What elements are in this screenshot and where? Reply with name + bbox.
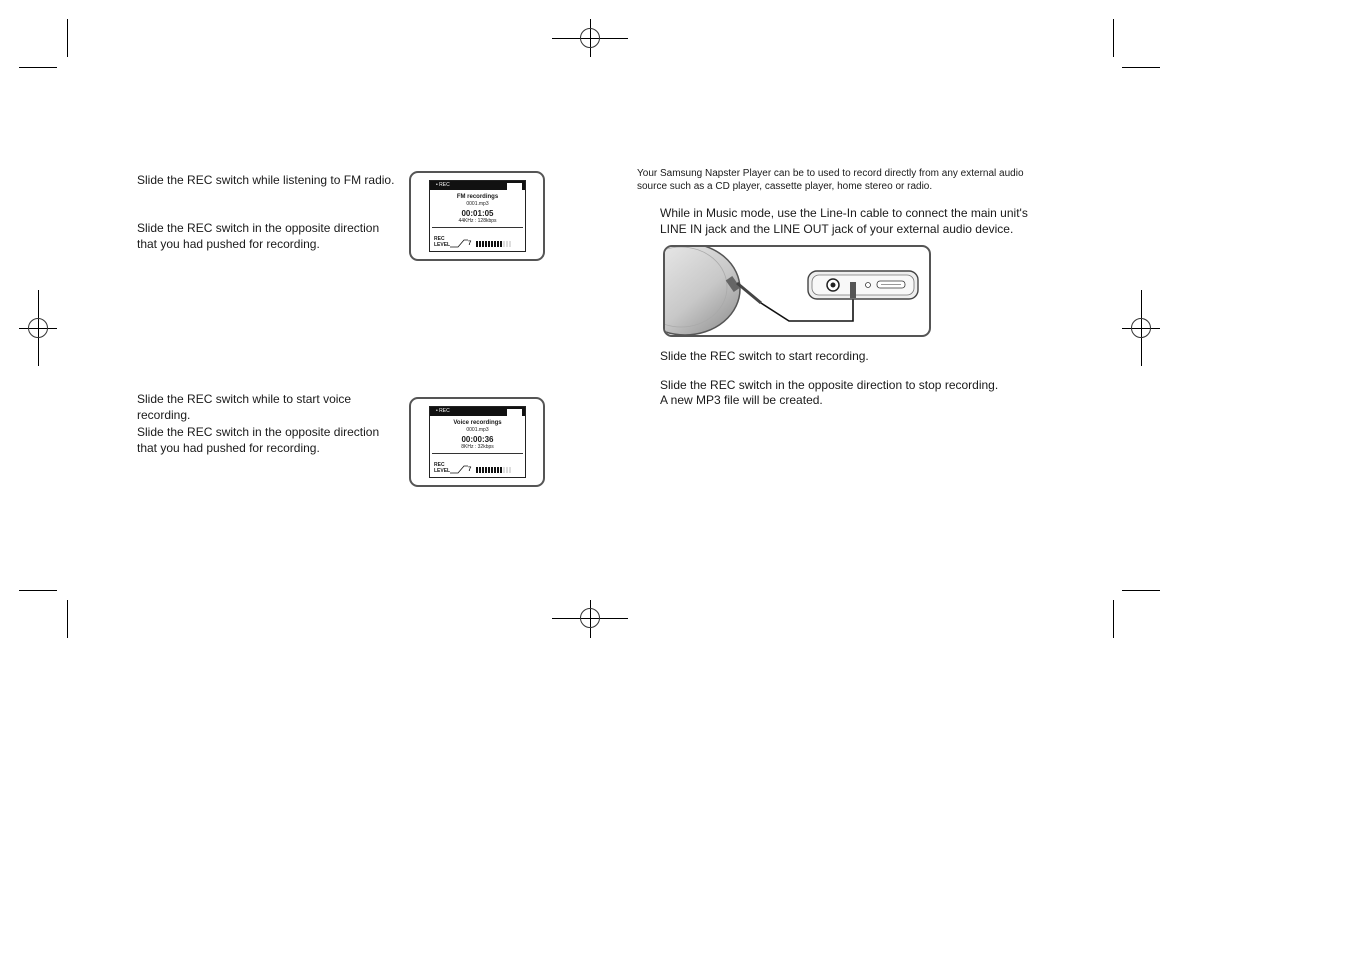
rec-mode-text: REC bbox=[439, 408, 450, 414]
elapsed-time: 00:00:36 bbox=[461, 435, 494, 444]
rec-mode-label: • bbox=[436, 182, 440, 188]
level-meter-segment bbox=[488, 467, 490, 473]
stop-recording-step: Slide the REC switch in the opposite direction to stop recording. bbox=[660, 378, 999, 392]
rec-level-value: 7 bbox=[468, 467, 472, 473]
level-meter-segment bbox=[509, 467, 511, 473]
crop-mark bbox=[67, 19, 68, 57]
level-meter bbox=[476, 467, 511, 473]
crop-mark bbox=[19, 67, 57, 68]
battery-icon bbox=[507, 183, 522, 190]
level-meter bbox=[476, 241, 511, 247]
crop-mark bbox=[1113, 600, 1114, 638]
level-meter-segment bbox=[482, 241, 484, 247]
file-name: 0001.mp3 bbox=[466, 201, 489, 207]
line-in-connect-step: While in Music mode, use the Line-In cable to connect the main unit's LINE IN jack and the LINE OUT jack of your external audio device. bbox=[660, 206, 1028, 236]
level-meter-segment bbox=[497, 467, 499, 473]
recording-title: FM recordings bbox=[456, 194, 499, 200]
level-meter-segment bbox=[494, 467, 496, 473]
rec-level-label: REC LEVEL bbox=[434, 236, 451, 248]
fm-start-instruction: Slide the REC switch while listening to FM radio. bbox=[137, 173, 395, 187]
crop-mark bbox=[19, 590, 57, 591]
elapsed-time: 00:01:05 bbox=[461, 209, 494, 218]
level-meter-segment bbox=[485, 467, 487, 473]
voice-recording-screen bbox=[409, 397, 545, 487]
level-meter-segment bbox=[485, 241, 487, 247]
crop-mark bbox=[1122, 590, 1160, 591]
recording-title: Voice recordings bbox=[453, 420, 502, 426]
file-name: 0001.mp3 bbox=[466, 427, 489, 433]
new-file-note: A new MP3 file will be created. bbox=[660, 393, 823, 407]
level-meter-segment bbox=[506, 467, 508, 473]
start-recording-step: Slide the REC switch to start recording. bbox=[660, 349, 869, 363]
rec-level-label: REC LEVEL bbox=[434, 462, 451, 474]
level-ramp-icon bbox=[450, 464, 468, 474]
level-meter-segment bbox=[479, 467, 481, 473]
lcd-display bbox=[429, 180, 526, 252]
level-meter-segment bbox=[482, 467, 484, 473]
level-meter-segment bbox=[491, 241, 493, 247]
level-meter-segment bbox=[497, 241, 499, 247]
crop-mark bbox=[1122, 67, 1160, 68]
fm-recording-screen bbox=[409, 171, 545, 261]
level-meter-segment bbox=[494, 241, 496, 247]
level-meter-segment bbox=[479, 241, 481, 247]
player-cable-diagram bbox=[665, 247, 929, 335]
voice-start-instruction: Slide the REC switch while to start voice recording. bbox=[137, 392, 352, 422]
level-meter-segment bbox=[500, 467, 502, 473]
crop-mark bbox=[1113, 19, 1114, 57]
rec-mode-text: REC bbox=[439, 182, 450, 188]
bitrate: 8KHz : 32kbps bbox=[461, 444, 494, 450]
level-meter-segment bbox=[500, 241, 502, 247]
level-meter-segment bbox=[476, 241, 478, 247]
level-meter-segment bbox=[491, 467, 493, 473]
level-meter-segment bbox=[476, 467, 478, 473]
level-ramp-icon bbox=[450, 238, 468, 248]
battery-icon bbox=[507, 409, 522, 416]
rec-mode-label: • bbox=[436, 408, 440, 414]
line-in-intro: Your Samsung Napster Player can be to used to record directly from any external audio source such as a CD player, cassette player, home stereo or radio. bbox=[637, 168, 1024, 192]
level-meter-segment bbox=[509, 241, 511, 247]
lcd-display bbox=[429, 406, 526, 478]
voice-stop-instruction: Slide the REC switch in the opposite direction that you had pushed for recording. bbox=[137, 425, 380, 455]
bitrate: 44KHz : 128kbps bbox=[458, 218, 497, 224]
crop-mark bbox=[67, 600, 68, 638]
fm-stop-instruction: Slide the REC switch in the opposite direction that you had pushed for recording. bbox=[137, 221, 380, 251]
rec-level-value: 7 bbox=[468, 241, 472, 247]
level-meter-segment bbox=[503, 467, 505, 473]
line-in-connection-illustration bbox=[663, 245, 931, 337]
level-meter-segment bbox=[488, 241, 490, 247]
level-meter-segment bbox=[503, 241, 505, 247]
level-meter-segment bbox=[506, 241, 508, 247]
